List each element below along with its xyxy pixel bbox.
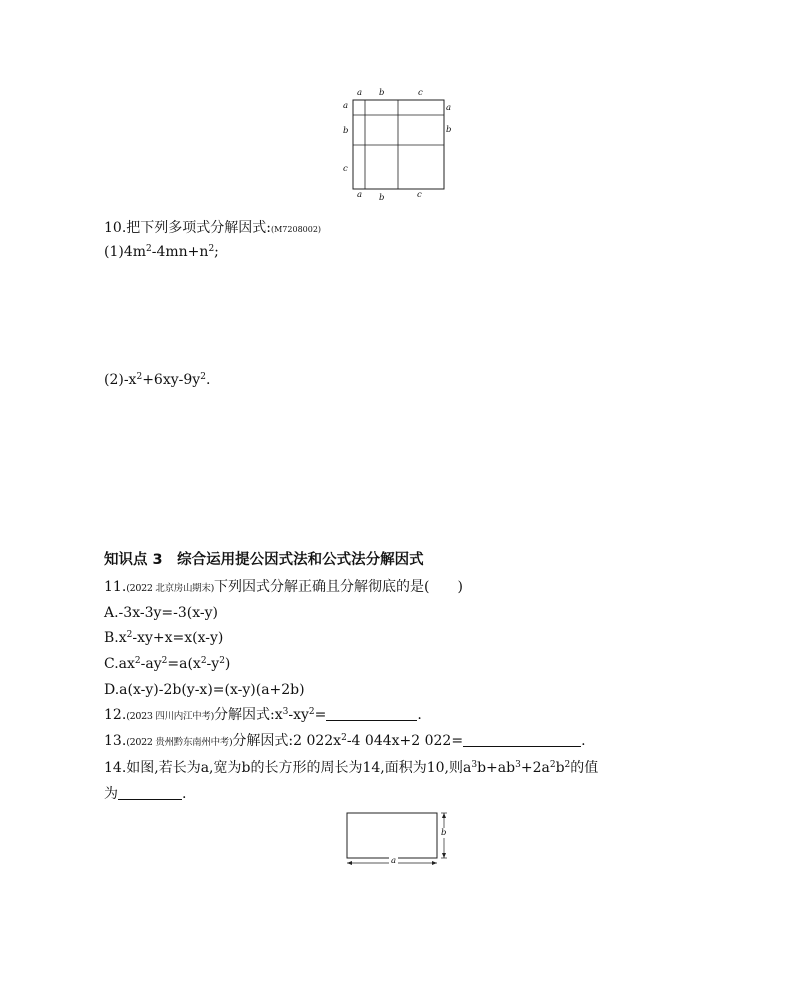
question-12: 12.(2023 四川内江中考)分解因式$:x^3-xy^2=$ . [104,707,422,723]
option-d: D.a(x-y)-2b(y-x)=(x-y)(a+2b) [104,682,305,698]
bottom-label-c: c [417,190,422,200]
question-10-part-1: $(1)4m^2-4mn+n^2$; [104,244,219,260]
option-c: $C.ax^2-ay^2=a(x^2-y^2)$ [104,656,231,672]
grid-figure [337,86,457,204]
section-heading: 知识点 3 综合运用提公因式法和公式法分解因式 [104,552,424,568]
rect-label-b: b [441,828,447,838]
left-label-c: c [343,164,348,174]
top-label-b: b [379,88,385,98]
rect-label-a: a [391,856,397,866]
option-b: $B.x^2-xy+x=x(x-y)$ [104,630,224,646]
right-label-b: b [446,125,452,135]
question-source: (2022 北京房山期末) [126,583,214,594]
top-label-a: a [357,88,363,98]
bottom-label-a: a [357,190,363,200]
question-13: 13.(2022 贵州黔东南州中考)分解因式:2 $022x^2-4$ 044x+2 022= . [104,733,586,749]
grid-figure-svg [337,86,457,204]
rectangle-figure [340,808,460,870]
left-label-b: b [343,126,349,136]
question-11: 11.(2022 北京房山期末)下列因式分解正确且分解彻底的是( ) [104,579,463,595]
answer-blank[interactable] [326,706,417,721]
question-10-part-2: $(2)-x^2+6xy-9y^2$. [104,372,211,388]
question-code: (M7208002) [270,225,322,234]
left-label-a: a [343,101,349,111]
answer-blank[interactable] [463,732,581,747]
answer-blank[interactable] [118,785,182,800]
question-14-line-2: 为 . [104,786,187,802]
question-10-text: 10.把下列多项式分解因式: [104,220,271,236]
question-14: 14.如图,若长为a,宽为b的长方形的周长为14,面积为10,则$a^3b+ab^3+2a^2b^2$的值 [104,760,599,776]
question-10 [104,218,321,240]
question-source: (2022 贵州黔东南州中考) [126,737,233,748]
right-label-a: a [446,103,452,113]
question-source: (2023 四川内江中考) [126,711,214,722]
rectangle-figure-svg [340,808,460,870]
option-a: A.-3x-3y=-3(x-y) [104,605,218,621]
bottom-label-b: b [379,193,385,203]
top-label-c: c [418,88,423,98]
